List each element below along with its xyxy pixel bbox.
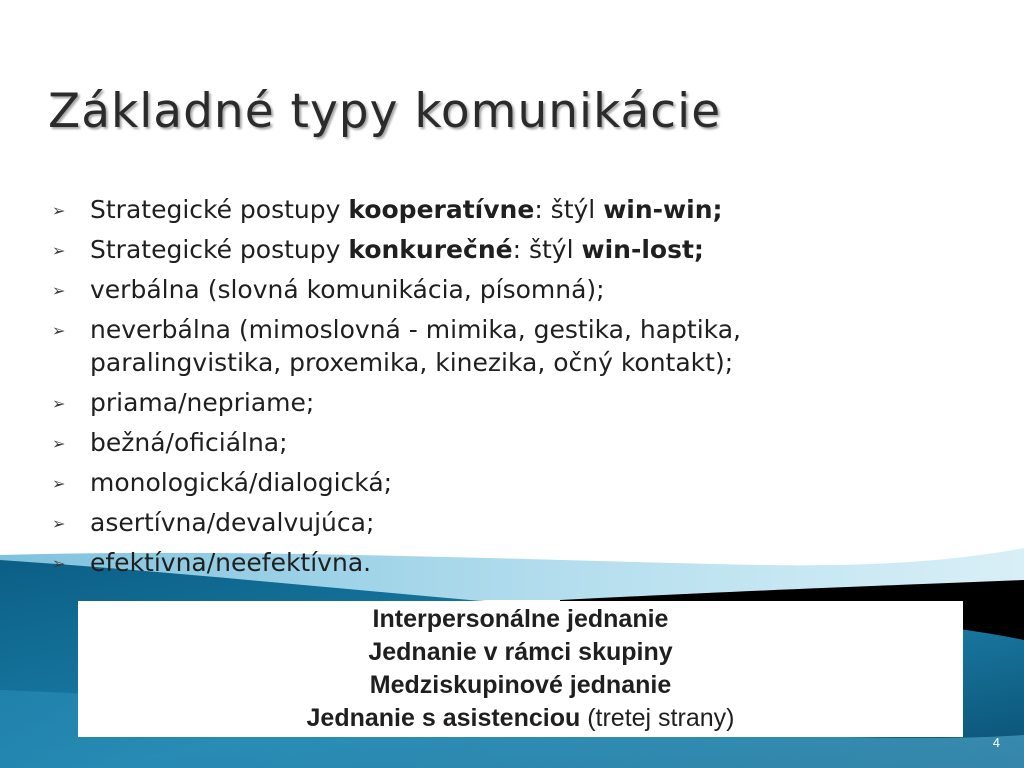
bullet-emphasis: konkurečné <box>348 235 513 264</box>
arrow-right-icon: ➢ <box>52 514 66 533</box>
arrow-right-icon: ➢ <box>52 201 66 220</box>
arrow-right-icon: ➢ <box>52 474 66 493</box>
arrow-right-icon: ➢ <box>52 281 66 300</box>
bullet-text: Strategické postupy <box>90 235 349 264</box>
list-item <box>52 193 992 226</box>
bullet-text: monologická/dialogická; <box>90 468 393 497</box>
box-line-text: Interpersonálne jednanie <box>372 605 669 633</box>
box-line-2 <box>368 636 672 669</box>
slide-title: Základné typy komunikácie <box>48 84 722 139</box>
list-item <box>52 273 992 306</box>
list-item <box>52 233 992 266</box>
box-line-4 <box>307 702 735 735</box>
list-item <box>52 546 992 579</box>
bullet-text: : štýl <box>512 235 582 264</box>
bullet-text: efektívna/neefektívna. <box>90 548 372 577</box>
list-item <box>52 426 992 459</box>
bullet-emphasis: kooperatívne <box>348 195 535 224</box>
arrow-right-icon: ➢ <box>52 241 66 260</box>
box-line-1 <box>373 603 669 636</box>
arrow-right-icon: ➢ <box>52 434 66 453</box>
bullet-emphasis: win-lost; <box>581 235 704 264</box>
box-line-note: (tretej strany) <box>580 704 735 732</box>
list-item <box>52 466 992 499</box>
bullet-text: paralingvistika, proxemika, kinezika, očný kontakt); <box>90 348 734 377</box>
box-line-3 <box>370 669 671 702</box>
bullet-text: : štýl <box>534 195 604 224</box>
bullet-list <box>52 193 992 586</box>
box-line-text: Jednanie v rámci skupiny <box>368 638 673 666</box>
bullet-text: bežná/oficiálna; <box>90 428 288 457</box>
box-line-text: Medziskupinové jednanie <box>369 671 672 699</box>
arrow-right-icon: ➢ <box>52 394 66 413</box>
bullet-text: priama/nepriame; <box>90 388 315 417</box>
bullet-text: neverbálna (mimoslovná - mimika, gestika, haptika, <box>90 315 741 344</box>
page-number: 4 <box>992 735 1000 750</box>
arrow-right-icon: ➢ <box>52 321 66 340</box>
bullet-text: asertívna/devalvujúca; <box>90 508 375 537</box>
bullet-emphasis: win-win; <box>603 195 723 224</box>
list-item <box>52 506 992 539</box>
list-item <box>52 386 992 419</box>
bullet-text: Strategické postupy <box>90 195 349 224</box>
bullet-text: verbálna (slovná komunikácia, písomná); <box>90 275 605 304</box>
arrow-right-icon: ➢ <box>52 554 66 573</box>
negotiation-types-box <box>78 601 963 737</box>
box-line-text: Jednanie s asistenciou <box>306 704 581 732</box>
list-item <box>52 313 992 379</box>
